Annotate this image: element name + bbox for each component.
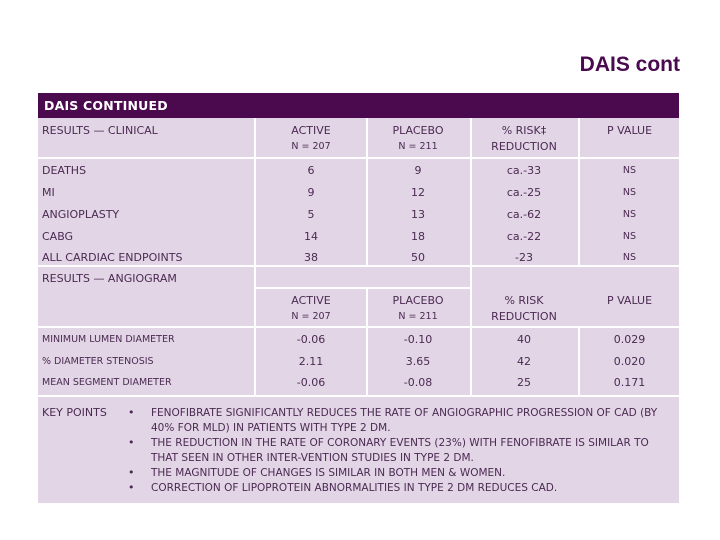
angiogram-col-active [256, 293, 366, 325]
clinical-col-active [256, 123, 366, 155]
bullet-icon: • [128, 466, 135, 479]
cell-pvalue: 0.029 [613, 333, 646, 346]
cell-placebo: -0.10 [403, 333, 433, 346]
divider [366, 118, 368, 265]
cell-pvalue: NS [622, 252, 637, 263]
cell-active: 2.11 [298, 355, 324, 368]
row-label: % DIAMETER STENOSIS [42, 356, 154, 367]
row-label: MEAN SEGMENT DIAMETER [42, 377, 172, 388]
divider [38, 326, 679, 328]
list-item: CORRECTION OF LIPOPROTEIN ABNORMALITIES IN TYPE 2 DM REDUCES CAD. [151, 482, 558, 494]
clinical-col-placebo-label: PLACEBO [392, 124, 444, 137]
angiogram-col-active-label: ACTIVE [291, 294, 331, 307]
clinical-col-placebo-n: N = 211 [398, 141, 438, 152]
row-label: ANGIOPLASTY [42, 208, 120, 221]
row-label: MINIMUM LUMEN DIAMETER [42, 334, 175, 345]
clinical-section-label: RESULTS — CLINICAL [42, 124, 158, 137]
cell-active: 38 [304, 251, 318, 264]
clinical-col-risk [472, 123, 576, 155]
angiogram-col-active-n: N = 207 [291, 311, 331, 322]
angiogram-col-risk-label: % RISK [504, 294, 544, 307]
divider [470, 118, 472, 395]
angiogram-col-risk [472, 293, 576, 325]
bullet-icon: • [128, 436, 135, 449]
cell-risk: -23 [515, 251, 533, 264]
cell-placebo: 9 [414, 164, 422, 177]
cell-placebo: 13 [411, 208, 425, 221]
dais-table-panel [38, 93, 679, 503]
cell-pvalue: 0.020 [613, 355, 646, 368]
cell-risk: 42 [517, 355, 531, 368]
cell-active: 6 [307, 164, 315, 177]
angiogram-section-label: RESULTS — ANGIOGRAM [42, 272, 177, 285]
cell-placebo: 50 [411, 251, 425, 264]
clinical-col-risk-label2: REDUCTION [491, 140, 557, 153]
cell-active: -0.06 [296, 333, 326, 346]
divider [38, 157, 679, 159]
table-banner: DAIS CONTINUED [38, 93, 679, 118]
cell-risk: 25 [517, 376, 531, 389]
divider [254, 287, 470, 289]
divider [254, 118, 256, 395]
clinical-col-active-n: N = 207 [291, 141, 331, 152]
cell-pvalue: NS [622, 231, 637, 242]
row-label: CABG [42, 230, 74, 243]
divider [38, 265, 679, 267]
cell-pvalue: NS [622, 187, 637, 198]
cell-placebo: -0.08 [403, 376, 433, 389]
clinical-col-placebo [368, 123, 468, 155]
cell-risk: 40 [517, 333, 531, 346]
angiogram-col-placebo-label: PLACEBO [392, 294, 444, 307]
angiogram-col-placebo [368, 293, 468, 325]
cell-active: 9 [307, 186, 315, 199]
slide-title: DAIS cont [579, 53, 680, 76]
clinical-col-risk-label: % RISK‡ [501, 124, 547, 137]
key-points-label: KEY POINTS [42, 406, 107, 419]
bullet-icon: • [128, 406, 135, 419]
cell-risk: ca.-33 [506, 164, 542, 177]
cell-pvalue: 0.171 [613, 376, 646, 389]
divider [578, 118, 580, 265]
row-label: ALL CARDIAC ENDPOINTS [42, 251, 183, 264]
cell-pvalue: NS [622, 209, 637, 220]
list-item: THE MAGNITUDE OF CHANGES IS SIMILAR IN BOTH MEN & WOMEN. [151, 467, 506, 479]
cell-placebo: 12 [411, 186, 425, 199]
clinical-col-active-label: ACTIVE [291, 124, 331, 137]
row-label: MI [42, 186, 55, 199]
cell-risk: ca.-25 [506, 186, 542, 199]
cell-active: -0.06 [296, 376, 326, 389]
bullet-icon: • [128, 481, 135, 494]
divider [366, 287, 368, 395]
list-item: FENOFIBRATE SIGNIFICANTLY REDUCES THE RATE OF ANGIOGRAPHIC PROGRESSION OF CAD (BY 40% FOR MLD) IN PATIENTS WITH TYPE 2 DM. [151, 407, 658, 434]
divider [578, 326, 580, 395]
angiogram-col-placebo-n: N = 211 [398, 311, 438, 322]
cell-pvalue: NS [622, 165, 637, 176]
cell-active: 14 [304, 230, 318, 243]
angiogram-col-pvalue: P VALUE [606, 294, 653, 307]
row-label: DEATHS [42, 164, 87, 177]
cell-risk: ca.-62 [506, 208, 542, 221]
clinical-col-pvalue: P VALUE [606, 124, 653, 137]
cell-risk: ca.-22 [506, 230, 542, 243]
cell-placebo: 3.65 [405, 355, 431, 368]
list-item: THE REDUCTION IN THE RATE OF CORONARY EVENTS (23%) WITH FENOFIBRATE IS SIMILAR TO THAT SEEN IN OTHER INTER-VENTION STUDIES IN TYPE 2 DM. [151, 437, 649, 464]
cell-active: 5 [307, 208, 315, 221]
divider [38, 395, 679, 397]
cell-placebo: 18 [411, 230, 425, 243]
angiogram-col-risk-label2: REDUCTION [491, 310, 557, 323]
